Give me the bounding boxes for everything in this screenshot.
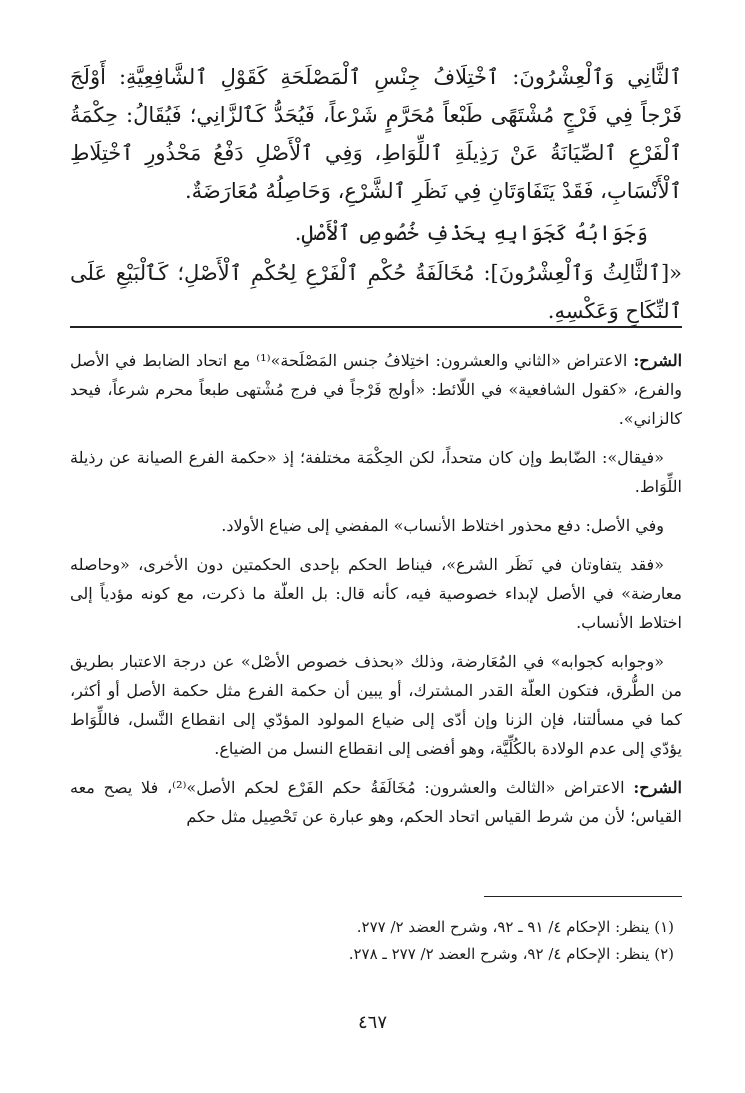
footnote-divider <box>484 896 682 897</box>
main-text-paragraph: ٱلثَّانِي وَٱلْعِشْرُونَ: ٱخْتِلَافُ جِنْسِ ٱلْمَصْلَحَةِ كَقَوْلِ ٱلشَّافِعِيَّةِ: أَوْلَجَ فَرْجاً فِي فَرْجٍ مُشْتَهًى طَبْعاً مُحَرَّمٍ شَرْعاً، فَيُحَدُّ كَٱلزَّانِي؛ فَيُقَالُ: حِكْمَةُ ٱلْفَرْعِ ٱلصِّيَانَةُ عَنْ رَذِيلَةِ ٱللِّوَاطِ، وَفِي ٱلْأَصْلِ دَفْعُ مَحْذُورِ ٱخْتِلَاطِ ٱلْأَنْسَابِ، فَقَدْ يَتَفَاوَتَانِ فِي نَظَرِ ٱلشَّرْعِ، وَحَاصِلُهُ مُعَارَضَةٌ. <box>70 65 682 203</box>
main-text-block <box>70 58 682 330</box>
main-text-paragraph: وَجَوَابُهُ كَجَوَابِهِ بِحَذْفِ خُصُوصِ ٱلْأَصْلِ. <box>294 221 648 245</box>
commentary-paragraph: «فقد يتفاوتان في نَظَر الشرع»، فيناط الحكم بإحدى الحكمتين دون الأخرى، «وحاصله معارضة» في الأصل لإبداء خصوصية فيه، كأنه قال: بل العلّة ما ذكرت، مع كونه مؤدياً إلى اختلاط الأنساب. <box>70 555 683 632</box>
footnote-item: (٢) ينظر: الإحكام ٤/ ٩٢، وشرح العضد ٢/ ٢٧٧ ـ ٢٧٨. <box>348 945 674 963</box>
commentary-paragraph <box>70 346 682 433</box>
section-divider <box>70 326 682 328</box>
commentary-paragraph: «وجوابه كجوابه» في المُعَارضة، وذلك «بحذف خصوص الأصْل» عن درجة الاعتبار بطريق من الطُّرق، فتكون العلّة القدر المشترك، أو يبين أن حكمة الفرع مثل حكمة الأصل أو أكثر، كما في مسألتنا، فإن الزنا وإن أدّى إلى ضياع المولود المؤدّي إلى انقطاع النَّسل، فاللِّوَاط يؤدّي إلى عدم الولادة بالكُلِّيَّة، وهو أفضى إلى انقطاع النسل من الضياع. <box>70 652 683 758</box>
commentary-label: الشرح: <box>633 351 683 370</box>
commentary-paragraph: «فيقال»: الضّابط وإن كان متحداً، لكن الحِكْمَة مختلفة؛ إذ «حكمة الفرع الصيانة عن رذيلة اللِّوَاط. <box>70 448 682 496</box>
page-number: ٤٦٧ <box>357 1012 387 1033</box>
commentary-block <box>70 346 682 841</box>
footnote-item: (١) ينظر: الإحكام ٤/ ٩١ ـ ٩٢، وشرح العضد ٢/ ٢٧٧. <box>356 918 674 936</box>
footnotes <box>70 914 682 968</box>
commentary-paragraph: وفي الأصل: دفع محذور اختلاط الأنساب» المفضي إلى ضياع الأولاد. <box>221 516 664 535</box>
main-text-paragraph: «[ٱلثَّالِثُ وَٱلْعِشْرُونَ]: مُخَالَفَةُ حُكْمِ ٱلْفَرْعِ لِحُكْمِ ٱلْأَصْلِ؛ كَٱلْبَيْعِ عَلَى ٱلنِّكَاحِ وَعَكْسِهِ. <box>70 261 682 323</box>
commentary-text: الاعتراض «الثالث والعشرون: مُخَالَفَةُ حكم الفَرْع لحكم الأصل»⁽²⁾، فلا يصح معه القياس؛ لأن من شرط القياس اتحاد الحكم، وهو عبارة عن تَحْصِيل مثل حكم <box>70 778 682 826</box>
commentary-paragraph <box>70 773 682 831</box>
commentary-text: الاعتراض «الثاني والعشرون: اختِلافُ جنس المَصْلَحة»⁽¹⁾ مع اتحاد الضابط في الأصل والفرع، «كقول الشافعية» في اللّائط: «أولج فَرْجاً في فرج مُشْتهى طبعاً محرم شرعاً، فيحد كالزاني». <box>70 351 682 428</box>
commentary-label: الشرح: <box>633 778 682 797</box>
